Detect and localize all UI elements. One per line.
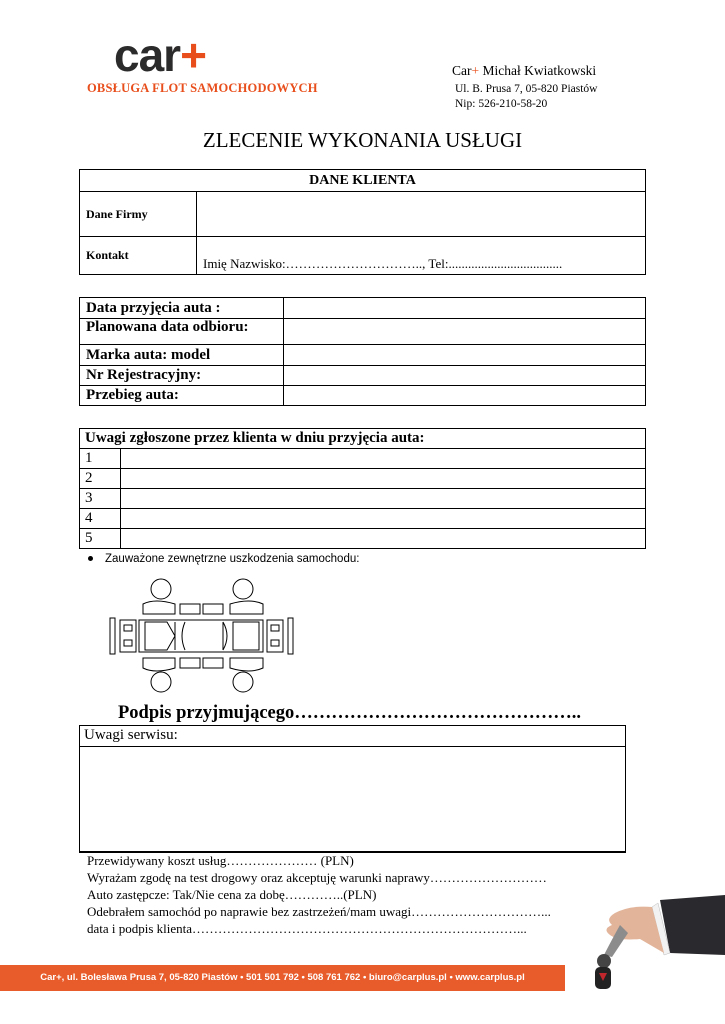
remark-number: 3 (80, 489, 121, 509)
company-name (452, 63, 596, 79)
car-row-value[interactable] (284, 319, 646, 345)
car-row-label: Marka auta: model (80, 345, 284, 366)
damage-bullet (88, 553, 359, 565)
client-table-header: DANE KLIENTA (80, 170, 646, 192)
signature-line: Podpis przyjmującego……………………………………….. (118, 703, 581, 723)
test-drive-line: Wyrażam zgodę na test drogowy oraz akceptuję warunki naprawy……………………… (87, 870, 547, 885)
logo-plus: + (180, 29, 206, 81)
company-field[interactable] (197, 192, 646, 237)
pickup-line: Odebrałem samochód po naprawie bez zastrzeżeń/mam uwagi…………………………... (87, 904, 551, 919)
car-row-label: Planowana data odbioru: (80, 319, 284, 345)
logo-tagline: OBSŁUGA FLOT SAMOCHODOWYCH (87, 81, 318, 95)
logo-main: car (114, 29, 181, 81)
car-diagram-icon[interactable] (105, 576, 300, 696)
company-plus: + (471, 63, 480, 78)
car-row-value[interactable] (284, 366, 646, 386)
remark-field[interactable] (121, 489, 646, 509)
company-owner: Michał Kwiatkowski (479, 63, 597, 78)
footer-bar: Car+, ul. Bolesława Prusa 7, 05-820 Piastów • 501 501 792 • 508 761 762 • biuro@carplus.pl • www.carplus.pl (0, 965, 565, 991)
hand-with-key-icon (590, 895, 725, 1000)
car-row-label: Przebieg auta: (80, 386, 284, 406)
remark-number: 5 (80, 529, 121, 549)
replacement-car-line: Auto zastępcze: Tak/Nie cena za dobę…………..(PLN) (87, 887, 377, 902)
damage-bullet-text: Zauważone zewnętrzne uszkodzenia samochodu: (105, 553, 360, 565)
address-line: Ul. B. Prusa 7, 05-820 Piastów (455, 83, 598, 95)
car-row-value[interactable] (284, 345, 646, 366)
contact-label: Kontakt (80, 237, 197, 275)
company-prefix: Car (452, 63, 472, 78)
remark-number: 2 (80, 469, 121, 489)
client-table (79, 169, 646, 275)
remark-field[interactable] (121, 509, 646, 529)
bottom-declarations (87, 852, 551, 937)
car-table (79, 297, 646, 406)
client-signature-line: data i podpis klienta…………………………………………………………………... (87, 921, 527, 936)
car-row-label: Data przyjęcia auta : (80, 298, 284, 319)
remarks-header: Uwagi zgłoszone przez klienta w dniu przyjęcia auta: (80, 429, 646, 449)
contact-field[interactable]: Imię Nazwisko:………………………….., Tel:................................... (197, 237, 646, 275)
remark-field[interactable] (121, 449, 646, 469)
remarks-table (79, 428, 646, 549)
car-row-value[interactable] (284, 386, 646, 406)
nip-line: Nip: 526-210-58-20 (455, 98, 548, 110)
remark-number: 4 (80, 509, 121, 529)
remark-field[interactable] (121, 469, 646, 489)
car-row-value[interactable] (284, 298, 646, 319)
document-title: ZLECENIE WYKONANIA USŁUGI (202, 128, 523, 152)
bullet-icon (88, 556, 93, 561)
service-remarks-box[interactable] (79, 725, 626, 853)
cost-line: Przewidywany koszt usług………………… (PLN) (87, 853, 354, 868)
car-row-label: Nr Rejestracyjny: (80, 366, 284, 386)
company-address (455, 82, 597, 112)
remark-number: 1 (80, 449, 121, 469)
service-remarks-label: Uwagi serwisu: (80, 726, 625, 747)
remark-field[interactable] (121, 529, 646, 549)
company-label: Dane Firmy (80, 192, 197, 237)
logo (114, 29, 206, 81)
